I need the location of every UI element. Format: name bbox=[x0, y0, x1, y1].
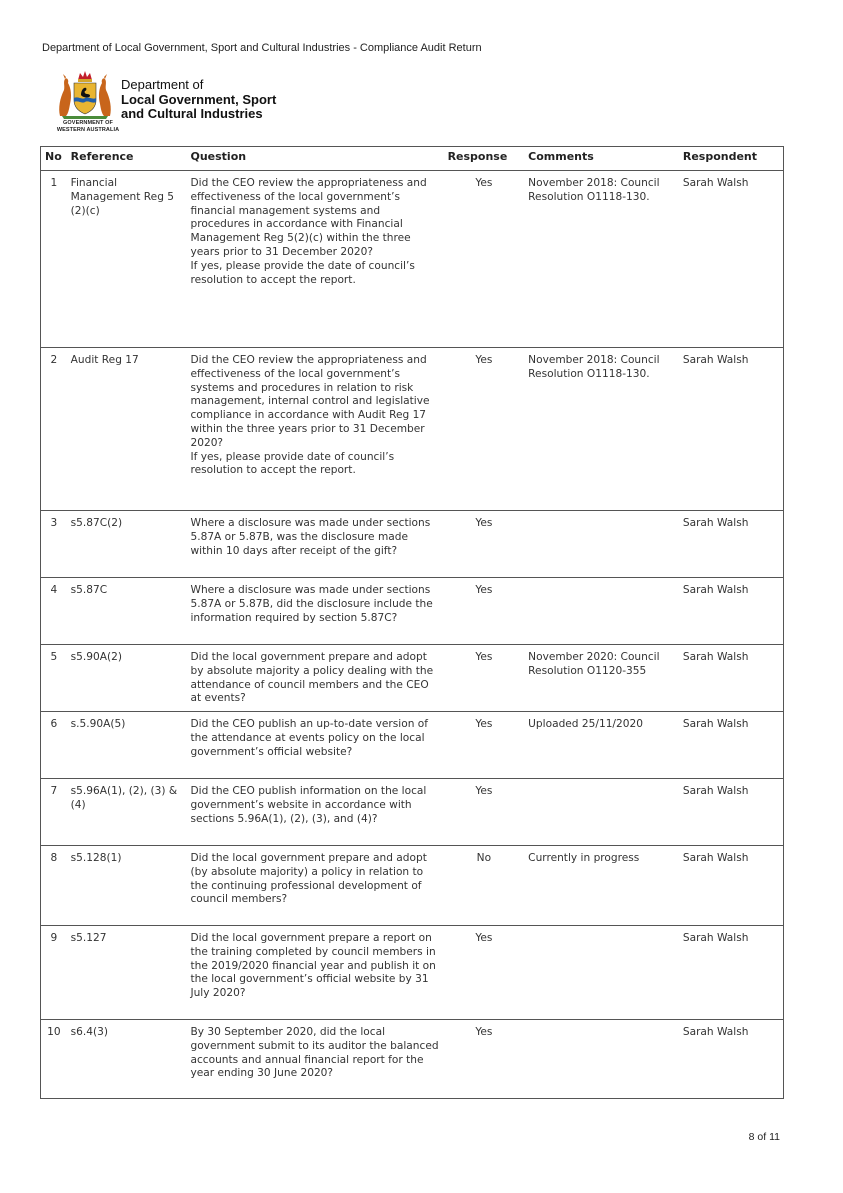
row-question: By 30 September 2020, did the local government submit to its auditor the balanced accounts and annual financial report for the year ending 30 June 2020? bbox=[186, 1020, 443, 1099]
row-reference: s5.128(1) bbox=[67, 846, 187, 926]
column-header-respondent: Respondent bbox=[679, 147, 784, 171]
table-header-row bbox=[41, 147, 784, 171]
row-response: No bbox=[444, 846, 525, 926]
column-header-comments: Comments bbox=[524, 147, 679, 171]
row-response: Yes bbox=[444, 511, 525, 578]
wa-coat-of-arms-icon bbox=[54, 68, 116, 120]
row-number: 6 bbox=[41, 712, 67, 779]
row-question: Did the CEO publish an up-to-date version of the attendance at events policy on the local government’s official website? bbox=[186, 712, 443, 779]
table-row bbox=[41, 511, 784, 578]
row-respondent: Sarah Walsh bbox=[679, 1020, 784, 1099]
row-question: Did the CEO publish information on the local government’s website in accordance with sections 5.96A(1), (2), (3), and (4)? bbox=[186, 779, 443, 846]
table-row bbox=[41, 1020, 784, 1099]
row-comments bbox=[524, 511, 679, 578]
row-comments bbox=[524, 779, 679, 846]
row-comments bbox=[524, 1020, 679, 1099]
table-row bbox=[41, 712, 784, 779]
row-response: Yes bbox=[444, 348, 525, 511]
row-respondent: Sarah Walsh bbox=[679, 926, 784, 1020]
row-comments: Uploaded 25/11/2020 bbox=[524, 712, 679, 779]
row-response: Yes bbox=[444, 712, 525, 779]
row-number: 1 bbox=[41, 171, 67, 348]
row-respondent: Sarah Walsh bbox=[679, 779, 784, 846]
government-of-wa-text bbox=[52, 120, 124, 133]
gov-line-2: WESTERN AUSTRALIA bbox=[56, 126, 120, 133]
row-reference: s5.127 bbox=[67, 926, 187, 1020]
row-response: Yes bbox=[444, 926, 525, 1020]
row-respondent: Sarah Walsh bbox=[679, 846, 784, 926]
row-response: Yes bbox=[444, 171, 525, 348]
row-reference: Audit Reg 17 bbox=[67, 348, 187, 511]
row-reference: Financial Management Reg 5 (2)(c) bbox=[67, 171, 187, 348]
table-row bbox=[41, 926, 784, 1020]
table-row bbox=[41, 578, 784, 645]
row-reference: s5.87C(2) bbox=[67, 511, 187, 578]
row-number: 4 bbox=[41, 578, 67, 645]
row-number: 9 bbox=[41, 926, 67, 1020]
row-respondent: Sarah Walsh bbox=[679, 171, 784, 348]
row-response: Yes bbox=[444, 779, 525, 846]
row-question: Did the CEO review the appropriateness and effectiveness of the local government’s systems and procedures in relation to risk management, internal control and legislative compliance in accordance with Audit Reg 17 within the three years prior to 31 December 2020? If yes, please provide date of council’s resolution to accept the report. bbox=[186, 348, 443, 511]
row-respondent: Sarah Walsh bbox=[679, 645, 784, 712]
row-reference: s.5.90A(5) bbox=[67, 712, 187, 779]
row-reference: s5.96A(1), (2), (3) & (4) bbox=[67, 779, 187, 846]
row-reference: s5.90A(2) bbox=[67, 645, 187, 712]
row-question: Did the local government prepare and adopt by absolute majority a policy dealing with the attendance of council members and the CEO at events? bbox=[186, 645, 443, 712]
page-number: 8 of 11 bbox=[748, 1131, 780, 1143]
running-header: Department of Local Government, Sport and Cultural Industries - Compliance Audit Return bbox=[42, 42, 482, 54]
row-response: Yes bbox=[444, 645, 525, 712]
dept-name-line-3: and Cultural Industries bbox=[121, 106, 263, 121]
row-reference: s6.4(3) bbox=[67, 1020, 187, 1099]
department-logo bbox=[50, 68, 310, 138]
row-number: 3 bbox=[41, 511, 67, 578]
row-question: Did the local government prepare a report on the training completed by council members in the 2019/2020 financial year and publish it on the local government’s official website by 31 July 2020? bbox=[186, 926, 443, 1020]
table-row bbox=[41, 645, 784, 712]
table-row bbox=[41, 171, 784, 348]
row-question: Where a disclosure was made under sections 5.87A or 5.87B, was the disclosure made within 10 days after receipt of the gift? bbox=[186, 511, 443, 578]
column-header-reference: Reference bbox=[67, 147, 187, 171]
row-respondent: Sarah Walsh bbox=[679, 712, 784, 779]
row-respondent: Sarah Walsh bbox=[679, 348, 784, 511]
column-header-question: Question bbox=[186, 147, 443, 171]
row-respondent: Sarah Walsh bbox=[679, 511, 784, 578]
row-question: Did the local government prepare and adopt (by absolute majority) a policy in relation to the continuing professional development of council members? bbox=[186, 846, 443, 926]
department-name bbox=[121, 78, 276, 122]
row-respondent: Sarah Walsh bbox=[679, 578, 784, 645]
table-row bbox=[41, 779, 784, 846]
row-comments bbox=[524, 926, 679, 1020]
column-header-no: No bbox=[41, 147, 67, 171]
row-response: Yes bbox=[444, 1020, 525, 1099]
row-comments: Currently in progress bbox=[524, 846, 679, 926]
row-comments: November 2018: Council Resolution O1118-130. bbox=[524, 171, 679, 348]
dept-name-line-2: Local Government, Sport bbox=[121, 91, 277, 107]
row-comments bbox=[524, 578, 679, 645]
row-number: 8 bbox=[41, 846, 67, 926]
row-comments: November 2020: Council Resolution O1120-355 bbox=[524, 645, 679, 712]
row-number: 5 bbox=[41, 645, 67, 712]
gov-line-1: GOVERNMENT OF bbox=[63, 120, 113, 126]
table-row bbox=[41, 846, 784, 926]
row-reference: s5.87C bbox=[67, 578, 187, 645]
compliance-audit-table bbox=[40, 146, 784, 1099]
row-comments: November 2018: Council Resolution O1118-130. bbox=[524, 348, 679, 511]
column-header-response: Response bbox=[444, 147, 525, 171]
row-question: Where a disclosure was made under sections 5.87A or 5.87B, did the disclosure include the information required by section 5.87C? bbox=[186, 578, 443, 645]
row-number: 2 bbox=[41, 348, 67, 511]
dept-name-line-1: Department of bbox=[121, 77, 204, 92]
row-question: Did the CEO review the appropriateness and effectiveness of the local government’s financial management systems and procedures in accordance with Financial Management Reg 5(2)(c) within the three years prior to 31 December 2020? If yes, please provide the date of council’s resolution to accept the report. bbox=[186, 171, 443, 348]
row-response: Yes bbox=[444, 578, 525, 645]
row-number: 7 bbox=[41, 779, 67, 846]
table-row bbox=[41, 348, 784, 511]
row-number: 10 bbox=[41, 1020, 67, 1099]
